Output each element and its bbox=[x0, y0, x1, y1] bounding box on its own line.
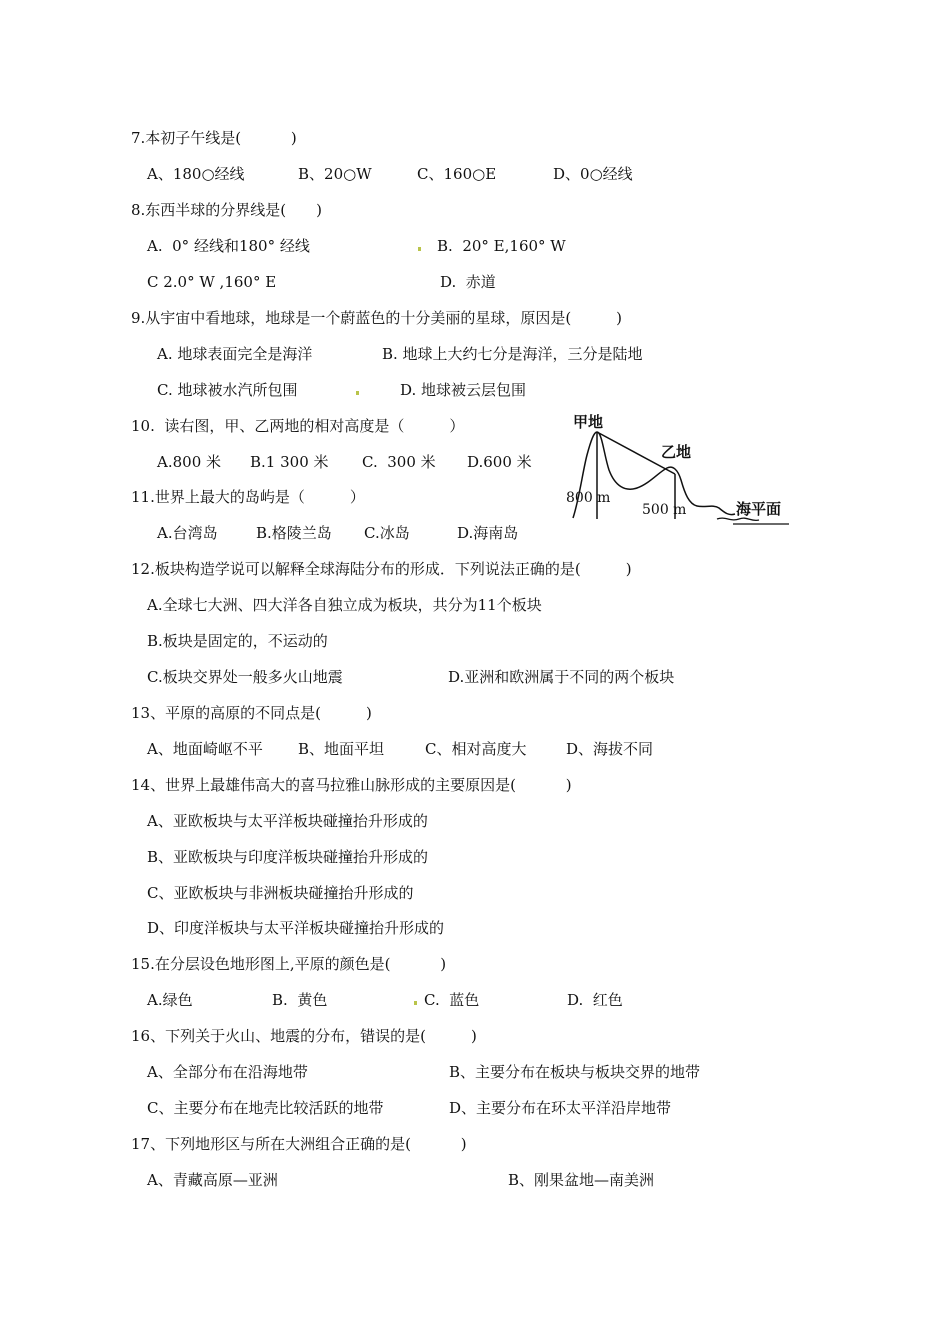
question-15-option-b: B. 黄色 bbox=[272, 991, 328, 1009]
label-800m: 800 m bbox=[566, 490, 611, 506]
question-15-option-c: C. 蓝色 bbox=[424, 991, 480, 1009]
question-14-option-c: C、亚欧板块与非洲板块碰撞抬升形成的 bbox=[147, 884, 414, 902]
stray-mark bbox=[414, 1001, 417, 1005]
question-14-option-d: D、印度洋板块与太平洋板块碰撞抬升形成的 bbox=[147, 919, 445, 937]
question-11-option-c: C.冰岛 bbox=[364, 524, 410, 542]
question-13-option-b: B、地面平坦 bbox=[298, 740, 385, 758]
question-10-option-a: A.800 米 bbox=[157, 453, 221, 471]
label-sea-level: 海平面 bbox=[736, 500, 782, 518]
label-jia: 甲地 bbox=[573, 413, 604, 431]
question-7-option-b: B、20○W bbox=[298, 165, 372, 183]
question-7-option-a: A、180○经线 bbox=[147, 165, 245, 183]
terrain-profile-figure bbox=[545, 410, 795, 540]
question-16-option-b: B、主要分布在板块与板块交界的地带 bbox=[449, 1063, 701, 1081]
question-12-stem: 12.板块构造学说可以解释全球海陆分布的形成．下列说法正确的是( ) bbox=[131, 560, 632, 578]
question-15-option-a: A.绿色 bbox=[147, 991, 193, 1009]
label-500m: 500 m bbox=[642, 502, 687, 518]
question-14-stem: 14、世界上最雄伟高大的喜马拉雅山脉形成的主要原因是( ) bbox=[131, 776, 572, 794]
question-17-stem: 17、下列地形区与所在大洲组合正确的是( ) bbox=[131, 1135, 467, 1153]
question-9-option-a: A. 地球表面完全是海洋 bbox=[157, 345, 313, 363]
sea-level-wave bbox=[717, 518, 759, 520]
question-14-option-b: B、亚欧板块与印度洋板块碰撞抬升形成的 bbox=[147, 848, 429, 866]
question-10-option-c: C. 300 米 bbox=[362, 453, 436, 471]
question-8-stem: 8.东西半球的分界线是( ) bbox=[131, 201, 323, 219]
question-10-stem: 10. 读右图，甲、乙两地的相对高度是（ ） bbox=[131, 417, 465, 435]
question-7-option-d: D、0○经线 bbox=[553, 165, 633, 183]
question-9-option-c: C. 地球被水汽所包围 bbox=[157, 381, 298, 399]
question-14-option-a: A、亚欧板块与太平洋板块碰撞抬升形成的 bbox=[147, 812, 428, 830]
question-12-option-b: B.板块是固定的，不运动的 bbox=[147, 632, 328, 650]
question-16-option-c: C、主要分布在地壳比较活跃的地带 bbox=[147, 1099, 384, 1117]
question-8-option-a: A. 0° 经线和180° 经线 bbox=[147, 237, 310, 255]
stray-mark bbox=[356, 391, 359, 395]
question-10-option-d: D.600 米 bbox=[467, 453, 532, 471]
question-15-stem: 15.在分层设色地形图上,平原的颜色是( ) bbox=[131, 955, 447, 973]
question-11-option-b: B.格陵兰岛 bbox=[256, 524, 332, 542]
question-11-stem: 11.世界上最大的岛屿是（ ） bbox=[131, 488, 365, 506]
question-11-option-a: A.台湾岛 bbox=[157, 524, 218, 542]
question-8-option-b: B. 20° E,160° W bbox=[437, 237, 566, 255]
question-12-option-d: D.亚洲和欧洲属于不同的两个板块 bbox=[448, 668, 675, 686]
question-16-stem: 16、下列关于火山、地震的分布，错误的是( ) bbox=[131, 1027, 477, 1045]
question-12-option-a: A.全球七大洲、四大洋各自独立成为板块，共分为11个板块 bbox=[147, 596, 542, 614]
question-13-option-d: D、海拔不同 bbox=[566, 740, 654, 758]
question-16-option-d: D、主要分布在环太平洋沿岸地带 bbox=[449, 1099, 672, 1117]
question-17-option-b: B、刚果盆地—南美洲 bbox=[508, 1171, 655, 1189]
question-7-option-c: C、160○E bbox=[417, 165, 497, 183]
label-yi: 乙地 bbox=[661, 443, 692, 461]
question-17-option-a: A、青藏高原—亚洲 bbox=[147, 1171, 278, 1189]
question-13-option-a: A、地面崎岖不平 bbox=[147, 740, 263, 758]
question-8-option-c: C 2.0° W ,160° E bbox=[147, 273, 277, 291]
question-13-option-c: C、相对高度大 bbox=[425, 740, 527, 758]
question-15-option-d: D. 红色 bbox=[567, 991, 623, 1009]
question-16-option-a: A、全部分布在沿海地带 bbox=[147, 1063, 308, 1081]
question-9-stem: 9.从宇宙中看地球，地球是一个蔚蓝色的十分美丽的星球，原因是( ) bbox=[131, 309, 623, 327]
question-8-option-d: D. 赤道 bbox=[440, 273, 496, 291]
stray-mark bbox=[418, 247, 421, 251]
question-10-option-b: B.1 300 米 bbox=[250, 453, 329, 471]
question-7-stem: 7.本初子午线是( ) bbox=[131, 129, 297, 147]
question-13-stem: 13、平原的高原的不同点是( ) bbox=[131, 704, 372, 722]
question-11-option-d: D.海南岛 bbox=[457, 524, 519, 542]
question-9-option-b: B. 地球上大约七分是海洋，三分是陆地 bbox=[382, 345, 643, 363]
question-12-option-c: C.板块交界处一般多火山地震 bbox=[147, 668, 343, 686]
question-9-option-d: D. 地球被云层包围 bbox=[400, 381, 527, 399]
